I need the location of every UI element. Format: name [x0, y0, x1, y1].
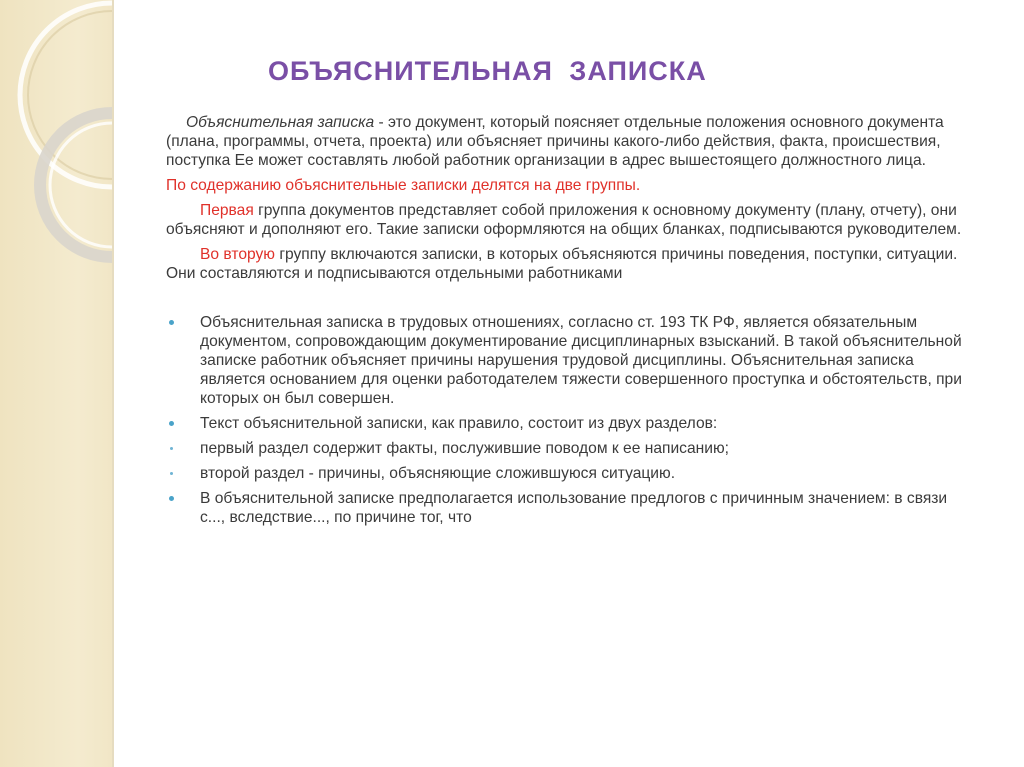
- group-one-lead: Первая: [200, 202, 254, 219]
- list-item: Текст объяснительной записки, как правило, состоит из двух разделов:: [166, 414, 966, 433]
- group-two-paragraph: [166, 245, 966, 283]
- bullet-icon: [169, 496, 174, 501]
- bullet-icon: [169, 320, 174, 325]
- list-item: Объяснительная записка в трудовых отношениях, согласно ст. 193 ТК РФ, является обязательным документом, сопровождающим документирование дисциплинарных взысканий. В такой объяснительной записке работник объясняет причины нарушения трудовой дисциплины. Объяснительная записка является основанием для оценки работодателем тяжести совершенного проступка и обстоятельств, при которых он был совершен.: [166, 313, 966, 408]
- sub-bullet-icon: [170, 447, 173, 450]
- intro-term: Объяснительная записка: [186, 114, 375, 131]
- groups-heading: По содержанию объяснительные записки делятся на две группы.: [166, 177, 641, 194]
- decorative-side-band: [0, 0, 112, 767]
- list-item: второй раздел - причины, объясняющие сложившуюся ситуацию.: [166, 464, 966, 483]
- bullet-list: [166, 313, 966, 527]
- list-item: В объяснительной записке предполагается использование предлогов с причинным значением: в связи с..., вследствие..., по причине тог, что: [166, 489, 966, 527]
- list-item: первый раздел содержит факты, послужившие поводом к ее написанию;: [166, 439, 966, 458]
- slide-title: ОБЪЯСНИТЕЛЬНАЯ ЗАПИСКА: [268, 56, 707, 86]
- group-two-text: группу включаются записки, в которых объясняются причины поведения, поступки, ситуации. Они составляются и подписываются отдельными работниками: [166, 246, 958, 282]
- group-one-paragraph: [166, 201, 966, 239]
- slide-content: [166, 113, 966, 533]
- bullet-icon: [169, 421, 174, 426]
- group-one-text: группа документов представляет собой приложения к основному документу (плану, отчету), они объясняют и дополняют его. Такие записки оформляются на общих бланках, подписываются руководителем.: [166, 202, 962, 238]
- band-edge-divider: [112, 0, 114, 767]
- intro-definition: - это документ, который поясняет отдельные положения основного документа (плана, программы, отчета, проекта) или объясняет причины какого-либо действия, факта, происшествия, поступка Ее может составлять любой работник организации в адрес вышестоящего должностного лица.: [166, 114, 944, 169]
- decorative-rings: [0, 0, 112, 767]
- intro-paragraph: [166, 113, 966, 170]
- group-two-lead: Во вторую: [200, 246, 275, 263]
- sub-bullet-icon: [170, 472, 173, 475]
